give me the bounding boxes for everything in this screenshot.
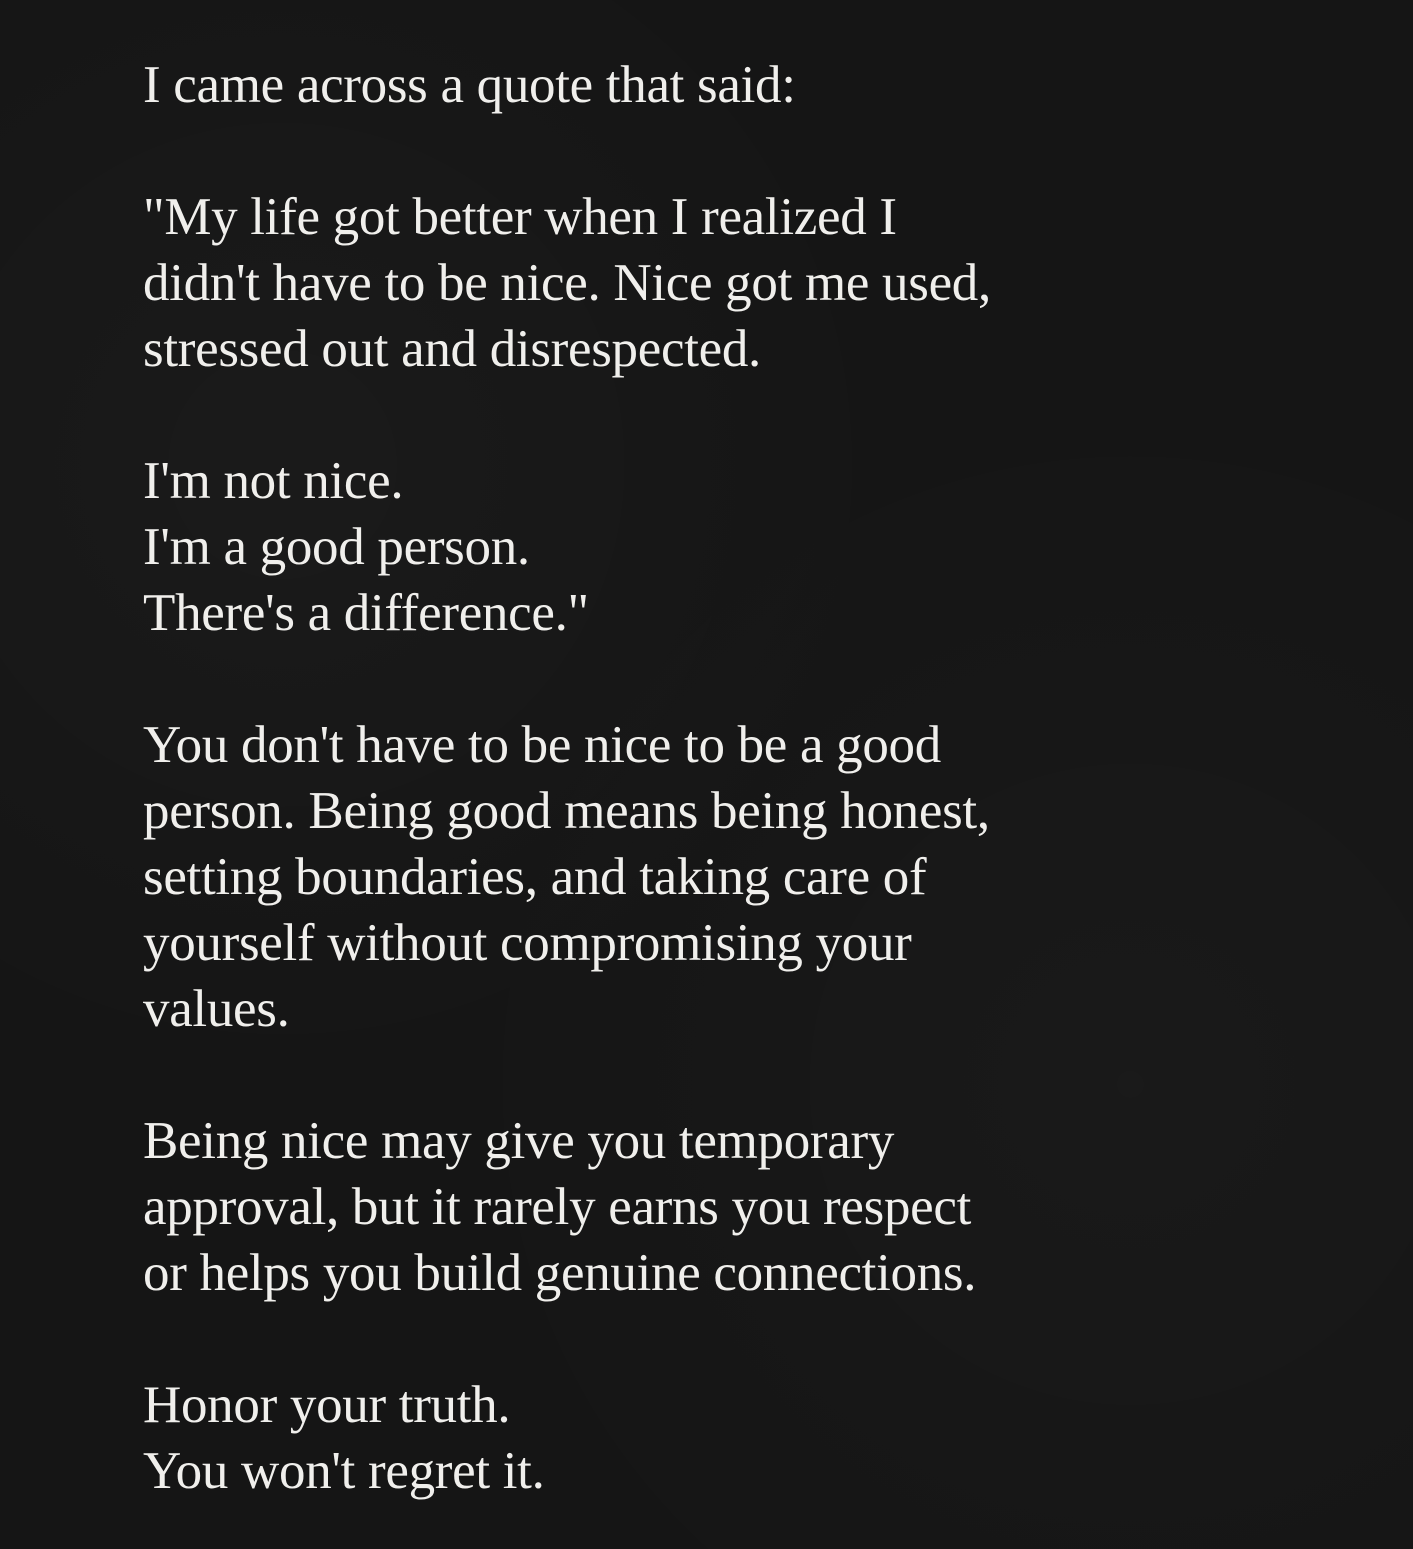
text-line: or helps you build genuine connections. (143, 1244, 977, 1302)
text-line: You don't have to be nice to be a good (143, 716, 941, 774)
paragraph-intro (143, 52, 1203, 118)
text-line: "My life got better when I realized I (143, 188, 897, 246)
post-text (143, 52, 1203, 1504)
paragraph-closing (143, 1372, 1203, 1504)
text-line: stressed out and disrespected. (143, 320, 761, 378)
paragraph-being-nice (143, 1108, 1203, 1306)
text-line: I'm not nice. (143, 452, 404, 510)
text-line: approval, but it rarely earns you respect (143, 1178, 972, 1236)
text-line: setting boundaries, and taking care of (143, 848, 927, 906)
text-line: values. (143, 980, 290, 1038)
text-line: person. Being good means being honest, (143, 782, 990, 840)
text-line: Honor your truth. (143, 1376, 511, 1434)
text-line: I came across a quote that said: (143, 56, 796, 114)
text-line: You won't regret it. (143, 1442, 545, 1500)
text-line: didn't have to be nice. Nice got me used, (143, 254, 991, 312)
text-line: There's a difference." (143, 584, 589, 642)
paragraph-quote-closing (143, 448, 1203, 646)
text-line: Being nice may give you temporary (143, 1112, 895, 1170)
paragraph-quote-opening (143, 184, 1203, 382)
text-line: yourself without compromising your (143, 914, 912, 972)
text-line: I'm a good person. (143, 518, 530, 576)
paragraph-good-person (143, 712, 1203, 1042)
